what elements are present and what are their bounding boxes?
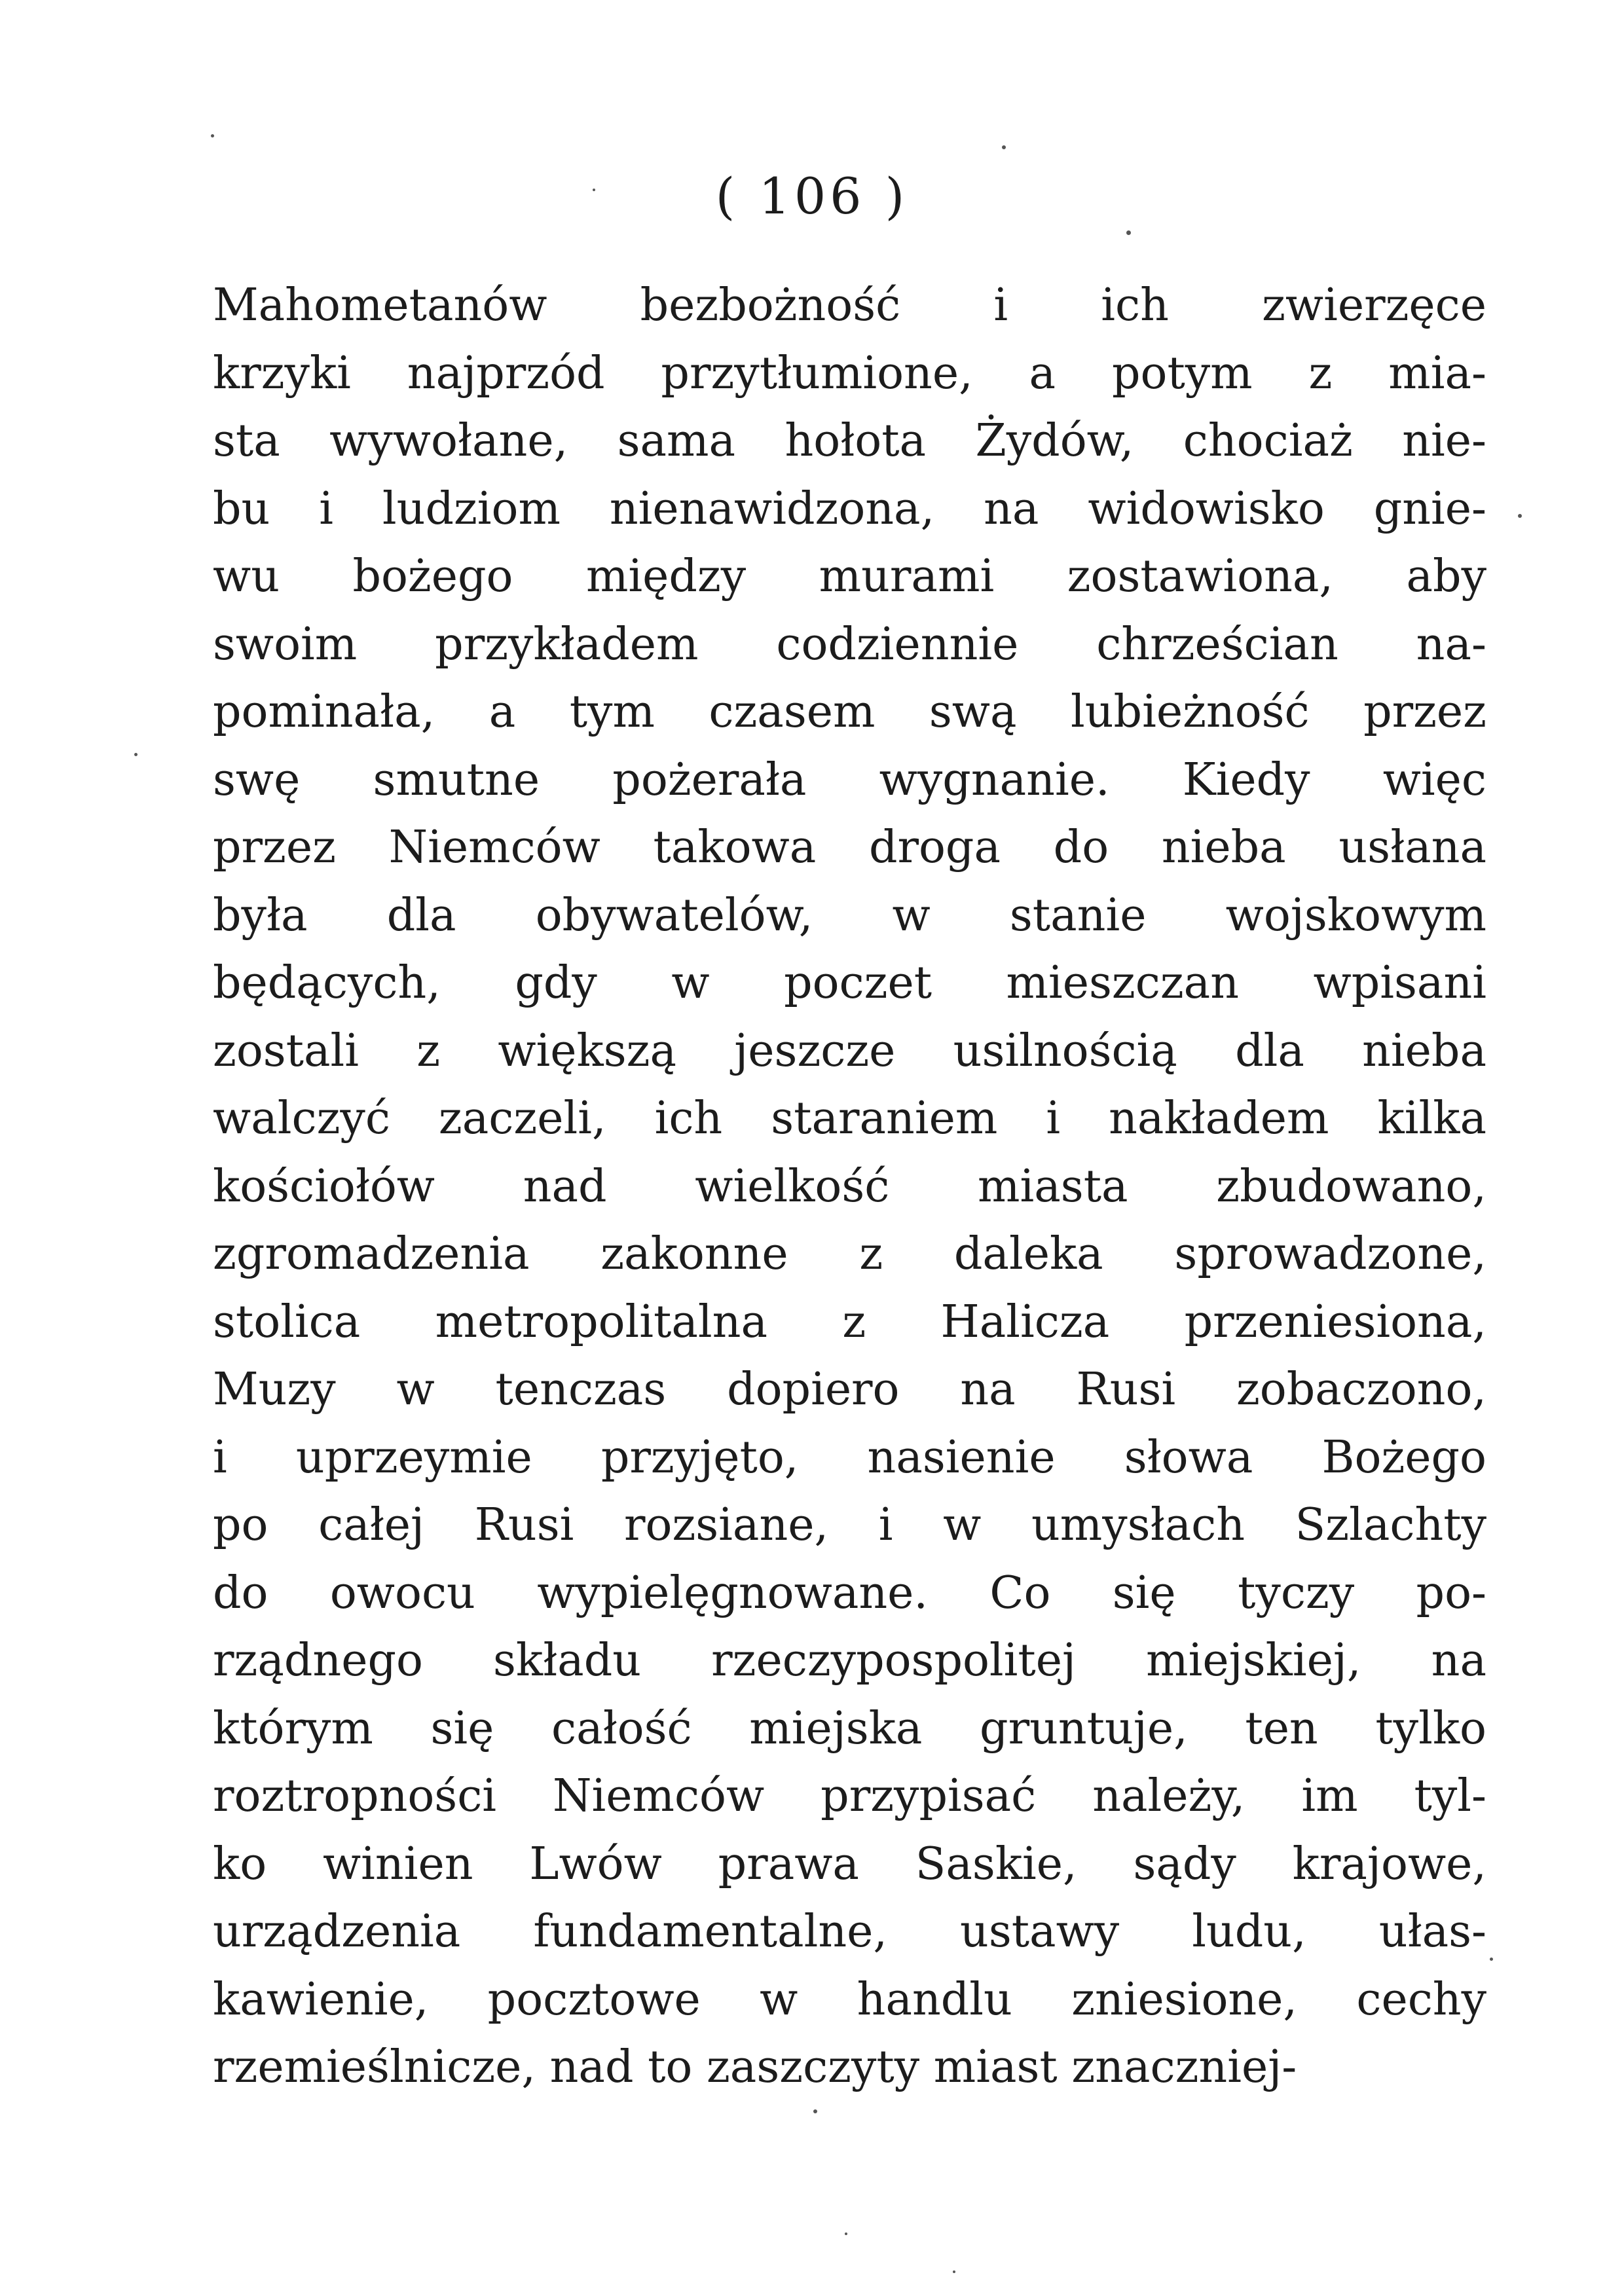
text-line: pominała, a tym czasem swą lubieżność przez — [213, 686, 1486, 738]
paper-speck — [1002, 145, 1006, 149]
text-line: stolica metropolitalna z Halicza przeniesiona, — [213, 1296, 1486, 1348]
body-text — [213, 272, 1486, 2102]
text-line: zostali z większą jeszcze usilnością dla nieba — [213, 1025, 1486, 1077]
text-line: rządnego składu rzeczypospolitej miejskiej, na — [213, 1635, 1486, 1686]
text-line: kościołów nad wielkość miasta zbudowano, — [213, 1160, 1486, 1212]
text-line: urządzenia fundamentalne, ustawy ludu, ułas- — [213, 1906, 1486, 1958]
text-line: do owocu wypielęgnowane. Co się tyczy po- — [213, 1567, 1486, 1619]
text-line: ko winien Lwów prawa Saskie, sądy krajowe, — [213, 1838, 1486, 1890]
paper-speck — [1126, 230, 1131, 235]
paper-speck — [211, 134, 214, 137]
text-line: była dla obywatelów, w stanie wojskowym — [213, 889, 1486, 941]
text-line: po całej Rusi rozsiane, i w umysłach Szlachty — [213, 1499, 1486, 1551]
text-line: zgromadzenia zakonne z daleka sprowadzone, — [213, 1228, 1486, 1280]
text-line: swoim przykładem codziennie chrześcian na- — [213, 618, 1486, 670]
text-line: bu i ludziom nienawidzona, na widowisko gnie- — [213, 483, 1486, 535]
text-line: wu bożego między murami zostawiona, aby — [213, 551, 1486, 602]
text-line: będących, gdy w poczet mieszczan wpisani — [213, 957, 1486, 1009]
text-line: Mahometanów bezbożność i ich zwierzęce — [213, 280, 1486, 331]
text-line: i uprzeymie przyjęto, nasienie słowa Bożego — [213, 1431, 1486, 1484]
text-line: roztropności Niemców przypisać należy, im tyl- — [213, 1770, 1486, 1822]
text-line: kawienie, pocztowe w handlu zniesione, cechy — [213, 1973, 1486, 2026]
paper-speck — [813, 2109, 817, 2113]
page-number: ( 106 ) — [715, 167, 909, 225]
paper-speck — [1518, 514, 1522, 518]
text-line: krzyki najprzód przytłumione, a potym z mia- — [213, 347, 1486, 399]
text-line: sta wywołane, sama hołota Żydów, chociaż nie- — [213, 415, 1486, 467]
paper-speck — [134, 753, 138, 756]
paper-speck — [1490, 1958, 1493, 1961]
text-line: którym się całość miejska gruntuje, ten tylko — [213, 1702, 1486, 1755]
text-line: rzemieślnicze, nad to zaszczyty miast znaczniej- — [213, 2041, 1297, 2093]
paper-speck — [845, 2232, 847, 2235]
paper-speck — [593, 189, 595, 191]
text-line: walczyć zaczeli, ich staraniem i nakładem kilka — [213, 1093, 1486, 1144]
text-line: Muzy w tenczas dopiero na Rusi zobaczono, — [213, 1364, 1486, 1415]
paper-speck — [953, 2270, 955, 2273]
text-line: przez Niemców takowa droga do nieba usłana — [213, 822, 1486, 873]
text-line: swę smutne pożerała wygnanie. Kiedy więc — [213, 754, 1486, 806]
